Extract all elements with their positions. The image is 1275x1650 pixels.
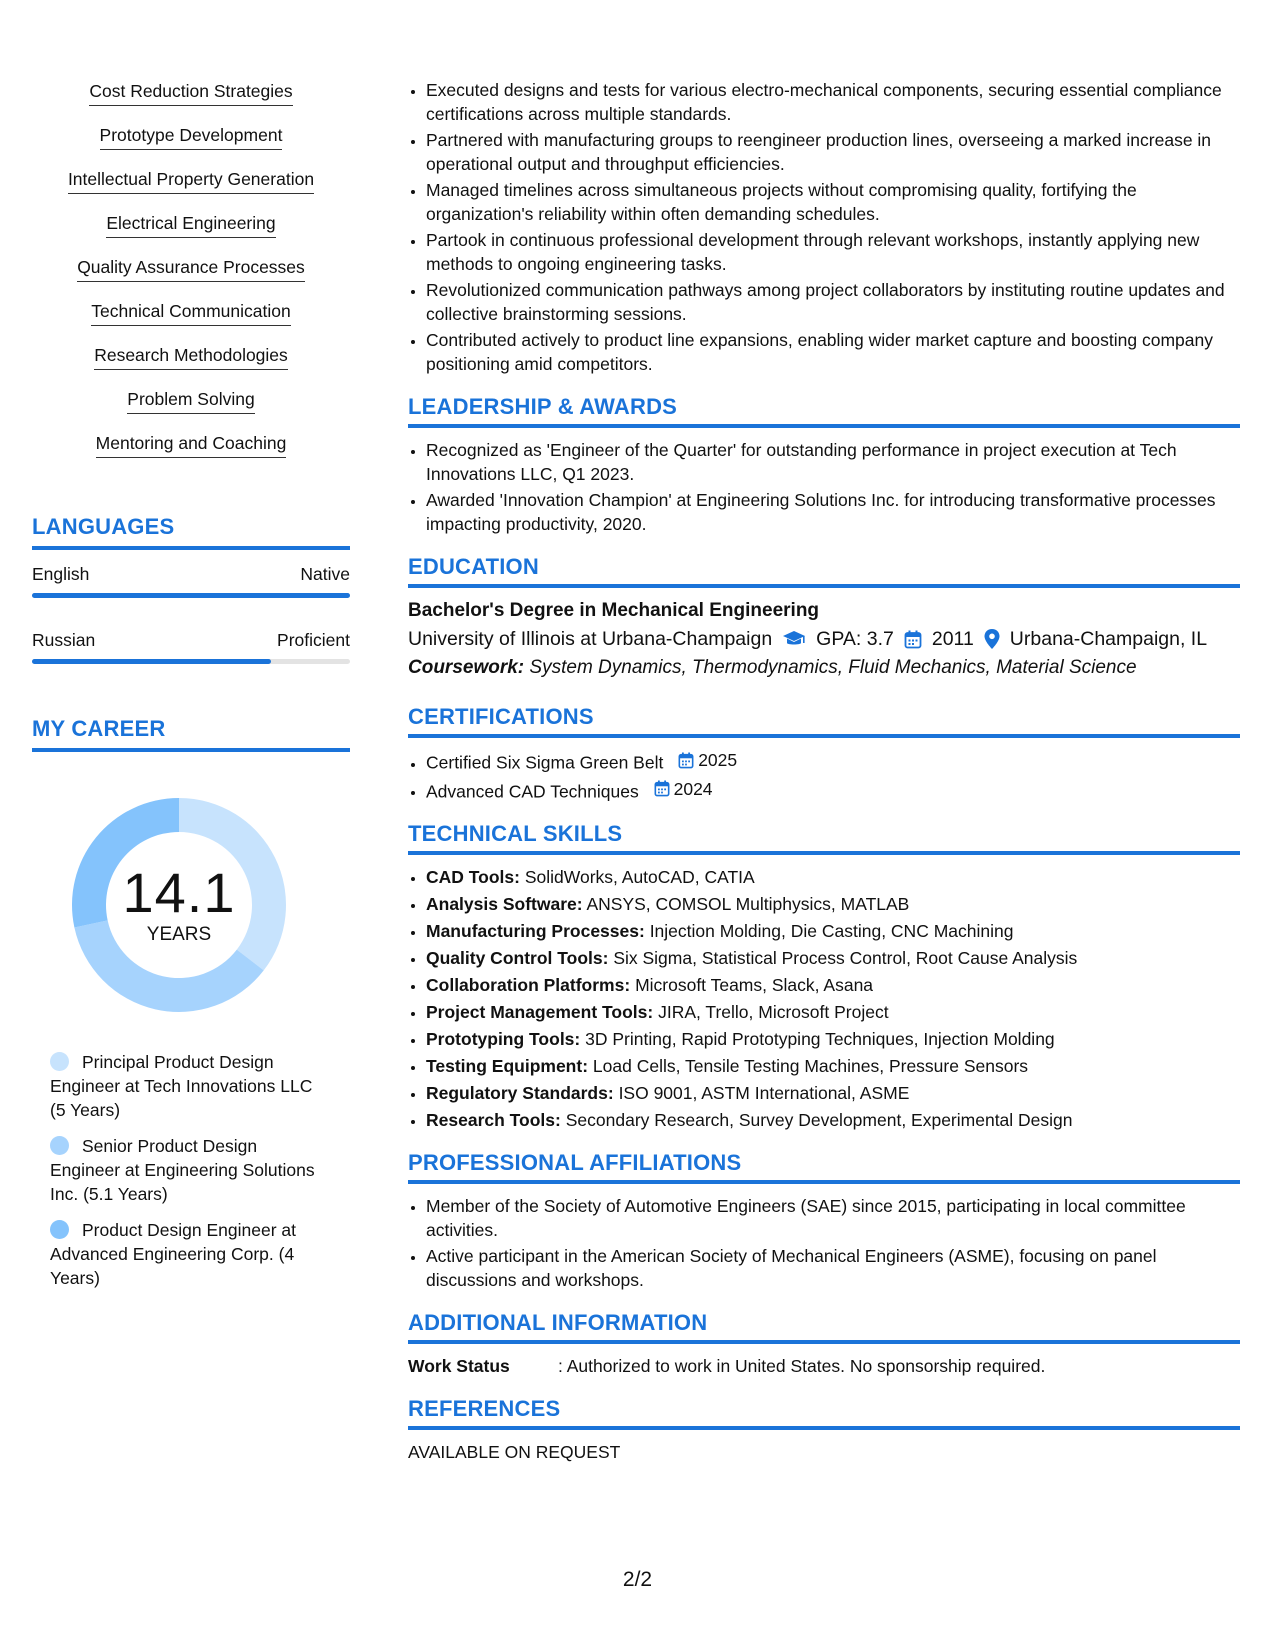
legend-dot-icon — [50, 1052, 69, 1071]
experience-bullet: • Contributed actively to product line expansions, enabling wider market capture and boosting company positioning amid competitors. — [426, 328, 1240, 376]
language-level-fill — [32, 593, 350, 598]
languages-heading: LANGUAGES — [32, 514, 350, 550]
technical-skills-heading: TECHNICAL SKILLS — [408, 821, 1240, 855]
graduation-cap-icon — [782, 630, 806, 648]
education-year: 2011 — [931, 628, 974, 650]
experience-bullets — [408, 78, 1240, 376]
education-degree: Bachelor's Degree in Mechanical Engineering — [408, 600, 820, 621]
skill-item: Mentoring and Coaching — [96, 432, 287, 458]
skill-item: Cost Reduction Strategies — [89, 80, 292, 106]
experience-bullet: • Partnered with manufacturing groups to reengineer production lines, overseeing a marked increase in operational output and throughput efficiencies. — [426, 128, 1240, 176]
education-details — [408, 624, 1240, 654]
skill-item: Problem Solving — [127, 388, 254, 414]
certification-year: 2025 — [698, 750, 738, 770]
leadership-item: • Recognized as 'Engineer of the Quarter' for outstanding performance in project execution at Tech Innovations LLC, Q1 2023. — [426, 438, 1240, 486]
certification-name: Certified Six Sigma Green Belt — [426, 752, 664, 773]
certification-item — [426, 777, 1240, 804]
technical-skill-item — [426, 1081, 1240, 1105]
technical-skill-label: Collaboration Platforms: — [426, 975, 631, 995]
leadership-item: • Awarded 'Innovation Champion' at Engineering Solutions Inc. for introducing transformative processes impacting productivity, 2020. — [426, 488, 1240, 536]
calendar-icon — [904, 630, 922, 649]
technical-skill-value: Microsoft Teams, Slack, Asana — [635, 975, 874, 995]
technical-skill-value: JIRA, Trello, Microsoft Project — [658, 1002, 889, 1022]
education-coursework — [408, 654, 1240, 682]
affiliation-item: • Member of the Society of Automotive Engineers (SAE) since 2015, participating in local committee activities. — [426, 1194, 1240, 1242]
certification-name: Advanced CAD Techniques — [426, 781, 639, 801]
technical-skill-value: Injection Molding, Die Casting, CNC Machining — [649, 921, 1014, 941]
affiliation-item: • Active participant in the American Society of Mechanical Engineers (ASME), focusing on panel discussions and workshops. — [426, 1244, 1240, 1292]
language-name: Russian — [32, 630, 96, 650]
technical-skill-label: Research Tools: — [426, 1110, 561, 1130]
career-legend-item — [50, 1050, 315, 1122]
language-row — [32, 630, 350, 651]
work-status-value: : Authorized to work in United States. No sponsorship required. — [558, 1356, 1046, 1376]
certification-item — [426, 748, 1240, 775]
career-total-unit: YEARS — [146, 924, 212, 945]
legend-dot-icon — [50, 1136, 69, 1155]
page-number: 2/2 — [622, 1568, 653, 1591]
skill-item: Technical Communication — [91, 300, 290, 326]
language-row — [32, 564, 350, 585]
experience-bullet: • Executed designs and tests for various electro-mechanical components, securing essential compliance certifications across multiple standards. — [426, 78, 1240, 126]
career-legend-item — [50, 1134, 315, 1206]
career-legend-label: Senior Product Design Engineer at Engineering Solutions Inc. (5.1 Years) — [50, 1136, 315, 1204]
donut-center — [64, 790, 294, 1020]
experience-bullet: • Revolutionized communication pathways among project collaborators by instituting routine updates and collective brainstorming sessions. — [426, 278, 1240, 326]
career-total-years: 14.1 — [122, 861, 236, 924]
technical-skills-list — [408, 865, 1240, 1132]
language-level-bar — [32, 659, 350, 664]
technical-skill-item — [426, 973, 1240, 997]
language-level: Proficient — [277, 630, 350, 650]
career-heading: MY CAREER — [32, 716, 350, 752]
technical-skill-item — [426, 946, 1240, 970]
career-legend-label: Product Design Engineer at Advanced Engineering Corp. (4 Years) — [50, 1220, 297, 1288]
skill-item: Intellectual Property Generation — [68, 168, 314, 194]
location-pin-icon — [984, 629, 1000, 649]
technical-skill-value: Secondary Research, Survey Development, Experimental Design — [565, 1110, 1073, 1130]
languages-list — [32, 564, 350, 664]
main-column — [408, 78, 1240, 1463]
technical-skill-label: CAD Tools: — [426, 867, 520, 887]
technical-skill-value: Six Sigma, Statistical Process Control, Root Cause Analysis — [613, 948, 1078, 968]
affiliations-list — [408, 1194, 1240, 1292]
experience-bullet: • Managed timelines across simultaneous projects without compromising quality, fortifying the organization's reliability within often demanding schedules. — [426, 178, 1240, 226]
technical-skill-item — [426, 865, 1240, 889]
technical-skill-item — [426, 1054, 1240, 1078]
technical-skill-label: Analysis Software: — [426, 894, 583, 914]
work-status-label: Work Status — [408, 1356, 510, 1376]
education-location: Urbana-Champaign, IL — [1009, 628, 1208, 650]
technical-skill-label: Manufacturing Processes: — [426, 921, 645, 941]
coursework-label: Coursework: — [408, 657, 525, 678]
technical-skill-item — [426, 892, 1240, 916]
additional-info-heading: ADDITIONAL INFORMATION — [408, 1310, 1240, 1344]
references-text: AVAILABLE ON REQUEST — [408, 1442, 621, 1462]
career-legend-item — [50, 1218, 315, 1290]
certification-year: 2024 — [673, 778, 713, 799]
technical-skill-label: Project Management Tools: — [426, 1002, 654, 1022]
education-heading: EDUCATION — [408, 554, 1240, 588]
affiliations-heading: PROFESSIONAL AFFILIATIONS — [408, 1150, 1240, 1184]
references-heading: REFERENCES — [408, 1396, 1240, 1430]
technical-skill-value: ISO 9001, ASTM International, ASME — [618, 1083, 910, 1103]
technical-skill-label: Quality Control Tools: — [426, 948, 609, 968]
career-legend — [32, 1050, 350, 1290]
language-level: Native — [300, 564, 350, 584]
skill-item: Research Methodologies — [94, 344, 288, 370]
leadership-heading: LEADERSHIP & AWARDS — [408, 394, 1240, 428]
certifications-list — [408, 748, 1240, 803]
work-status-row — [408, 1354, 1240, 1378]
education-gpa: GPA: 3.7 — [816, 628, 894, 650]
sidebar — [32, 80, 350, 1302]
technical-skill-item — [426, 919, 1240, 943]
experience-bullet: • Partook in continuous professional development through relevant workshops, instantly applying new methods to ongoing engineering tasks. — [426, 228, 1240, 276]
language-name: English — [32, 564, 90, 584]
language-level-fill — [32, 659, 271, 664]
technical-skill-item — [426, 1027, 1240, 1051]
career-donut-chart — [64, 790, 294, 1020]
technical-skill-value: SolidWorks, AutoCAD, CATIA — [524, 867, 755, 887]
technical-skill-value: 3D Printing, Rapid Prototyping Techniques, Injection Molding — [585, 1029, 1055, 1049]
technical-skill-label: Testing Equipment: — [426, 1056, 589, 1076]
technical-skill-label: Regulatory Standards: — [426, 1083, 614, 1103]
skill-item: Electrical Engineering — [106, 212, 275, 238]
calendar-icon — [654, 780, 670, 797]
legend-dot-icon — [50, 1220, 69, 1239]
technical-skill-label: Prototyping Tools: — [426, 1029, 581, 1049]
leadership-list — [408, 438, 1240, 536]
calendar-icon — [678, 752, 694, 769]
skill-list — [32, 80, 350, 476]
technical-skill-value: Load Cells, Tensile Testing Machines, Pressure Sensors — [592, 1056, 1029, 1076]
skill-item: Prototype Development — [100, 124, 283, 150]
certifications-heading: CERTIFICATIONS — [408, 704, 1240, 738]
technical-skill-value: ANSYS, COMSOL Multiphysics, MATLAB — [586, 894, 910, 914]
coursework-value: System Dynamics, Thermodynamics, Fluid Mechanics, Material Science — [529, 657, 1137, 678]
education-school: University of Illinois at Urbana-Champaign — [408, 628, 773, 650]
skill-item: Quality Assurance Processes — [77, 256, 305, 282]
technical-skill-item — [426, 1000, 1240, 1024]
language-level-bar — [32, 593, 350, 598]
career-legend-label: Principal Product Design Engineer at Tech Innovations LLC (5 Years) — [50, 1052, 313, 1120]
technical-skill-item — [426, 1108, 1240, 1132]
